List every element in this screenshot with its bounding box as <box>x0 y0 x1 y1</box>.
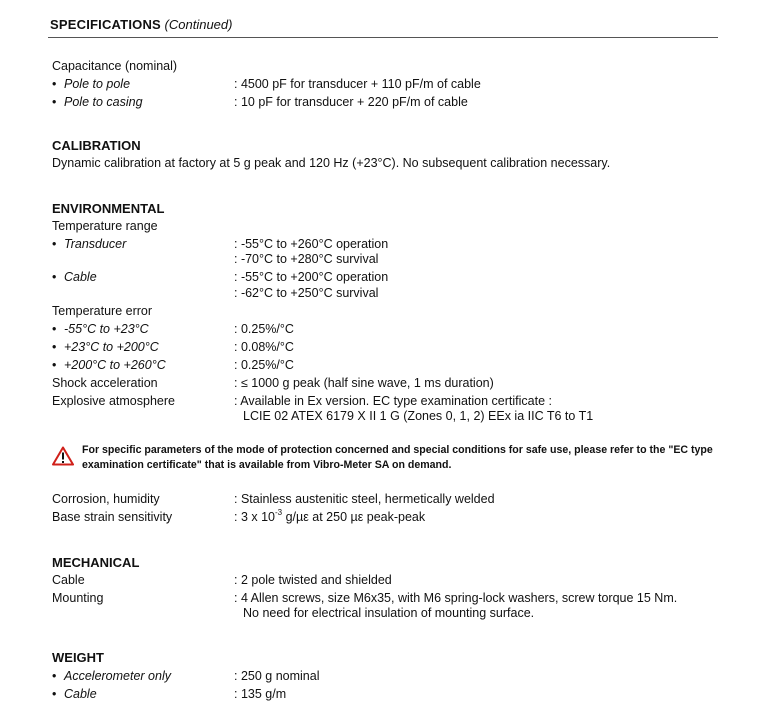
explosive-atmosphere-value: : Available in Ex version. EC type examination certificate : <box>234 394 552 408</box>
capacitance-pole-to-pole-label: • Pole to pole <box>52 77 130 91</box>
cable-temp-label: • Cable <box>52 270 97 284</box>
temperature-range-label: Temperature range <box>52 219 158 233</box>
weight-cable-label: • Cable <box>52 687 97 701</box>
shock-acceleration-label: Shock acceleration <box>52 376 158 390</box>
capacitance-label: Capacitance (nominal) <box>52 59 178 73</box>
mounting-label: Mounting <box>52 591 104 605</box>
base-strain-suffix: g/µε at 250 µε peak-peak <box>282 510 426 524</box>
warning-line-2: examination certificate" that is available from Vibro-Meter SA on demand. <box>82 459 452 471</box>
environmental-heading: ENVIRONMENTAL <box>52 201 165 216</box>
transducer-label: • Transducer <box>52 237 126 251</box>
temp-error-range-1-value: : 0.25%/°C <box>234 322 294 336</box>
header-rule <box>48 37 718 38</box>
mounting-value: : 4 Allen screws, size M6x35, with M6 spring-lock washers, screw torque 15 Nm. <box>234 591 678 605</box>
weight-heading: WEIGHT <box>52 650 104 665</box>
header-subtitle: (Continued) <box>164 17 233 32</box>
temp-error-range-1-label: • -55°C to +23°C <box>52 322 149 336</box>
temp-error-range-2-value: : 0.08%/°C <box>234 340 294 354</box>
header-title: SPECIFICATIONS <box>50 17 161 32</box>
weight-accelerometer-label: • Accelerometer only <box>52 669 171 683</box>
mounting-note: No need for electrical insulation of mounting surface. <box>243 606 535 620</box>
shock-acceleration-value: : ≤ 1000 g peak (half sine wave, 1 ms duration) <box>234 376 494 390</box>
corrosion-humidity-value: : Stainless austenitic steel, hermetically welded <box>234 492 495 506</box>
transducer-survival-value: : -70°C to +280°C survival <box>234 252 379 266</box>
capacitance-pole-to-pole-value: : 4500 pF for transducer + 110 pF/m of cable <box>234 77 481 91</box>
corrosion-humidity-label: Corrosion, humidity <box>52 492 160 506</box>
temp-error-range-3-value: : 0.25%/°C <box>234 358 294 372</box>
base-strain-value <box>234 510 425 524</box>
calibration-heading: CALIBRATION <box>52 138 141 153</box>
base-strain-prefix: : 3 x 10 <box>234 510 275 524</box>
ex-warning-note <box>82 443 713 473</box>
calibration-text: Dynamic calibration at factory at 5 g peak and 120 Hz (+23°C). No subsequent calibration necessary. <box>52 156 611 170</box>
capacitance-pole-to-casing-label: • Pole to casing <box>52 95 143 109</box>
cable-operation-value: : -55°C to +200°C operation <box>234 270 389 284</box>
explosive-atmosphere-label: Explosive atmosphere <box>52 394 175 408</box>
mech-cable-label: Cable <box>52 573 85 587</box>
temp-error-range-2-label: • +23°C to +200°C <box>52 340 159 354</box>
base-strain-label: Base strain sensitivity <box>52 510 173 524</box>
capacitance-pole-to-casing-value: : 10 pF for transducer + 220 pF/m of cable <box>234 95 468 109</box>
page-header <box>50 17 232 32</box>
weight-accelerometer-value: : 250 g nominal <box>234 669 320 683</box>
base-strain-exponent: -3 <box>275 508 283 517</box>
temp-error-range-3-label: • +200°C to +260°C <box>52 358 166 372</box>
transducer-operation-value: : -55°C to +260°C operation <box>234 237 389 251</box>
warning-icon <box>52 446 74 466</box>
mechanical-heading: MECHANICAL <box>52 555 140 570</box>
atex-certificate-value: LCIE 02 ATEX 6179 X II 1 G (Zones 0, 1, 2) EEx ia IIC T6 to T1 <box>243 409 594 423</box>
temperature-error-label: Temperature error <box>52 304 153 318</box>
mech-cable-value: : 2 pole twisted and shielded <box>234 573 392 587</box>
cable-survival-value: : -62°C to +250°C survival <box>234 286 379 300</box>
warning-line-1: For specific parameters of the mode of protection concerned and special conditions for safe use, please refer to the "EC type <box>82 444 713 456</box>
weight-cable-value: : 135 g/m <box>234 687 287 701</box>
